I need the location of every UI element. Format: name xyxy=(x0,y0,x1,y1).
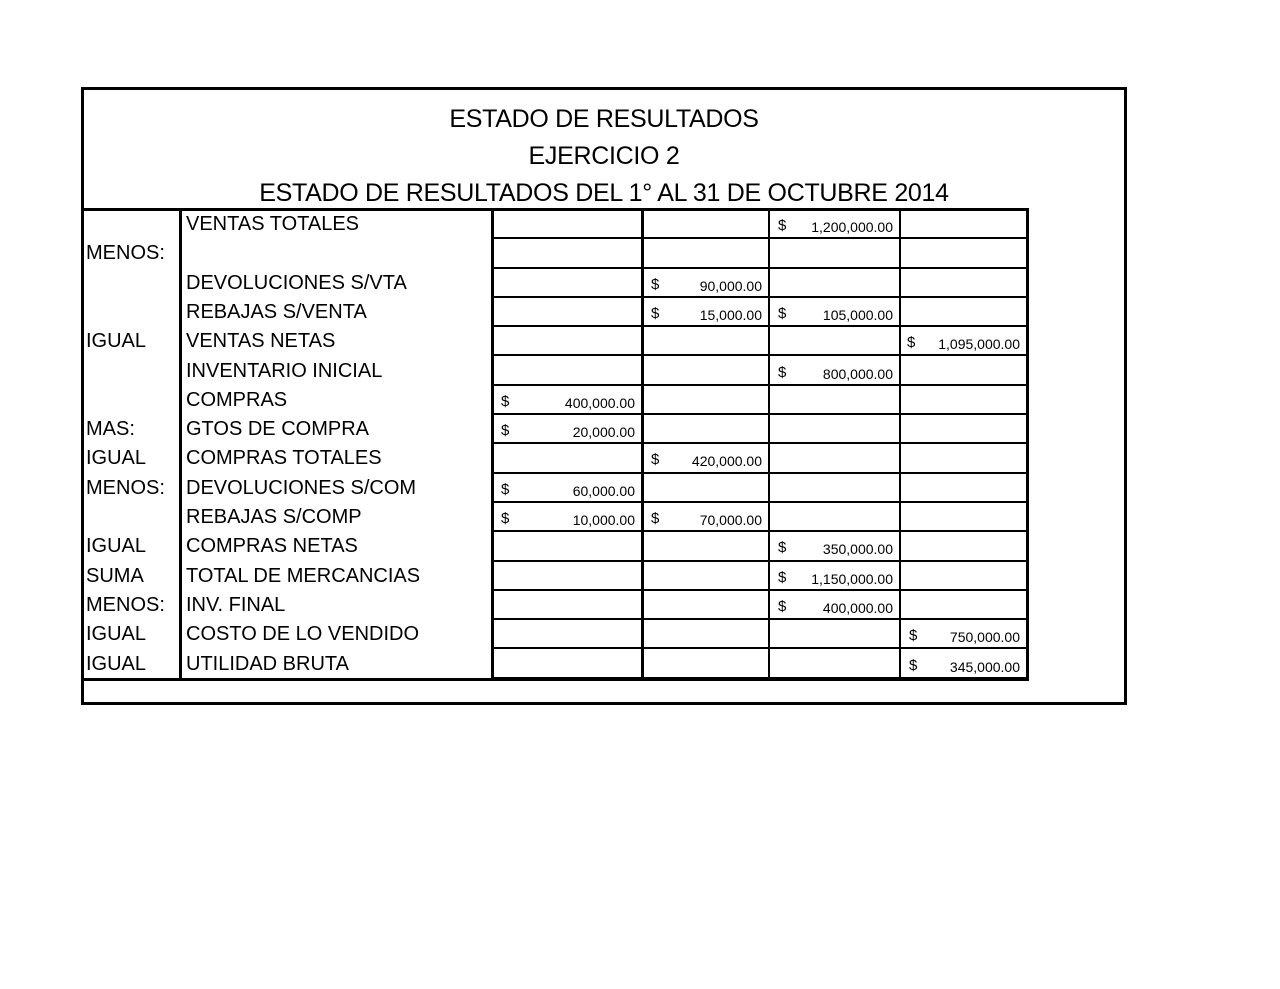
row-operator-label: MENOS: xyxy=(86,593,165,616)
currency-symbol: $ xyxy=(909,656,918,674)
row-description: REBAJAS S/VENTA xyxy=(186,300,367,323)
amount-cell-c2 xyxy=(643,476,768,502)
amount-cell-c4 xyxy=(901,593,1026,619)
table-row xyxy=(84,562,1026,591)
row-operator-label: IGUAL xyxy=(86,623,147,646)
amount-cell-c4 xyxy=(901,652,1026,678)
amount-cell-c2 xyxy=(643,417,768,443)
amount-cell-c3 xyxy=(770,212,899,238)
currency-symbol: $ xyxy=(501,510,510,527)
amount-cell-c3 xyxy=(770,359,899,385)
row-operator-label: IGUAL xyxy=(86,652,147,675)
amount-cell-c1 xyxy=(493,652,641,678)
row-description: INV. FINAL xyxy=(186,593,286,616)
amount-cell-c1 xyxy=(493,564,641,590)
amount-cell-c3 xyxy=(770,476,899,502)
amount-cell-c3 xyxy=(770,417,899,443)
amount-cell-c4 xyxy=(901,534,1026,560)
grid-vline xyxy=(1026,210,1029,679)
amount-value: 800,000.00 xyxy=(822,365,893,382)
amount-cell-c2 xyxy=(643,359,768,385)
amount-cell-c4 xyxy=(901,476,1026,502)
amount-cell-c1 xyxy=(493,329,641,355)
currency-symbol: $ xyxy=(651,304,660,322)
amount-cell-c3 xyxy=(770,564,899,590)
table-row xyxy=(84,386,1026,415)
grid-bottom-line xyxy=(84,678,1029,681)
amount-cell-c2 xyxy=(643,564,768,590)
amount-cell-c3 xyxy=(770,505,899,531)
amount-cell-c3 xyxy=(770,446,899,472)
currency-symbol: $ xyxy=(778,363,787,381)
amount-cell-c4 xyxy=(901,212,1026,238)
amount-cell-c3 xyxy=(770,271,899,297)
amount-value: 105,000.00 xyxy=(822,306,893,323)
period-title: ESTADO DE RESULTADOS DEL 1° AL 31 DE OCTUBRE 2014 xyxy=(259,179,949,207)
row-description: COMPRAS NETAS xyxy=(186,535,358,558)
amount-value: 345,000.00 xyxy=(949,658,1020,675)
row-description: UTILIDAD BRUTA xyxy=(186,652,349,675)
row-operator-label: MENOS: xyxy=(86,242,165,265)
amount-cell-c2 xyxy=(643,388,768,414)
table-row xyxy=(84,591,1026,620)
amount-value: 20,000.00 xyxy=(572,424,635,441)
amount-cell-c2 xyxy=(643,300,768,326)
amount-value: 1,200,000.00 xyxy=(811,219,893,235)
amount-cell-c1 xyxy=(493,241,641,267)
table-row xyxy=(84,503,1026,532)
currency-symbol: $ xyxy=(651,275,660,293)
amount-cell-c1 xyxy=(493,388,641,414)
amount-cell-c1 xyxy=(493,505,641,531)
amount-cell-c3 xyxy=(770,241,899,267)
amount-cell-c1 xyxy=(493,359,641,385)
amount-cell-c4 xyxy=(901,417,1026,443)
table-row xyxy=(84,444,1026,473)
row-description: DEVOLUCIONES S/COM xyxy=(186,476,417,499)
table-row xyxy=(84,650,1026,679)
currency-symbol: $ xyxy=(909,627,918,645)
row-description: DEVOLUCIONES S/VTA xyxy=(186,271,407,294)
amount-cell-c2 xyxy=(643,446,768,472)
row-operator-label: MAS: xyxy=(86,418,135,441)
currency-symbol: $ xyxy=(501,422,510,440)
amount-cell-c4 xyxy=(901,329,1026,355)
row-operator-label: IGUAL xyxy=(86,535,147,558)
table-row xyxy=(84,239,1026,268)
amount-value: 420,000.00 xyxy=(691,453,762,470)
amount-cell-c4 xyxy=(901,359,1026,385)
currency-symbol: $ xyxy=(907,334,916,352)
table-row xyxy=(84,474,1026,503)
amount-cell-c2 xyxy=(643,241,768,267)
row-description: INVENTARIO INICIAL xyxy=(186,359,383,382)
amount-value: 1,095,000.00 xyxy=(938,336,1020,353)
amount-value: 90,000.00 xyxy=(699,277,762,294)
currency-symbol: $ xyxy=(778,568,787,586)
amount-cell-c3 xyxy=(770,329,899,355)
table-row xyxy=(84,298,1026,327)
amount-value: 750,000.00 xyxy=(949,629,1020,646)
amount-cell-c1 xyxy=(493,271,641,297)
currency-symbol: $ xyxy=(501,392,510,410)
table-row xyxy=(84,532,1026,561)
amount-cell-c2 xyxy=(643,593,768,619)
amount-cell-c4 xyxy=(901,271,1026,297)
amount-value: 15,000.00 xyxy=(699,306,762,323)
amount-cell-c2 xyxy=(643,212,768,238)
amount-cell-c1 xyxy=(493,534,641,560)
amount-cell-c1 xyxy=(493,476,641,502)
currency-symbol: $ xyxy=(501,480,510,498)
amount-cell-c4 xyxy=(901,446,1026,472)
amount-cell-c4 xyxy=(901,300,1026,326)
amount-cell-c1 xyxy=(493,622,641,648)
row-description: REBAJAS S/COMP xyxy=(186,506,362,528)
row-description: VENTAS NETAS xyxy=(186,330,336,353)
amount-cell-c4 xyxy=(901,388,1026,414)
row-operator-label: IGUAL xyxy=(86,330,147,353)
amount-value: 350,000.00 xyxy=(822,541,893,558)
row-description: GTOS DE COMPRA xyxy=(186,418,369,441)
amount-cell-c2 xyxy=(643,534,768,560)
currency-symbol: $ xyxy=(778,304,787,322)
currency-symbol: $ xyxy=(778,217,787,234)
row-operator-label: SUMA xyxy=(86,564,144,587)
amount-cell-c4 xyxy=(901,564,1026,590)
amount-cell-c1 xyxy=(493,212,641,238)
currency-symbol: $ xyxy=(778,539,787,557)
amount-cell-c2 xyxy=(643,505,768,531)
amount-value: 70,000.00 xyxy=(699,512,762,528)
amount-cell-c3 xyxy=(770,622,899,648)
table-row xyxy=(84,327,1026,356)
amount-cell-c1 xyxy=(493,417,641,443)
amount-cell-c2 xyxy=(643,652,768,678)
amount-cell-c4 xyxy=(901,622,1026,648)
amount-cell-c3 xyxy=(770,300,899,326)
row-description: COMPRAS TOTALES xyxy=(186,447,382,470)
statement-frame xyxy=(81,87,1127,705)
amount-cell-c4 xyxy=(901,241,1026,267)
table-row xyxy=(84,269,1026,298)
amount-cell-c1 xyxy=(493,446,641,472)
currency-symbol: $ xyxy=(778,597,787,615)
currency-symbol: $ xyxy=(651,451,660,469)
row-operator-label: MENOS: xyxy=(86,476,165,499)
amount-value: 400,000.00 xyxy=(564,394,635,411)
amount-value: 1,150,000.00 xyxy=(811,570,893,587)
amount-cell-c4 xyxy=(901,505,1026,531)
amount-cell-c3 xyxy=(770,593,899,619)
amount-value: 400,000.00 xyxy=(822,599,893,616)
amount-cell-c3 xyxy=(770,388,899,414)
table-row xyxy=(84,415,1026,444)
currency-symbol: $ xyxy=(651,510,660,527)
row-description: TOTAL DE MERCANCIAS xyxy=(186,564,421,587)
amount-cell-c1 xyxy=(493,300,641,326)
table-row xyxy=(84,620,1026,649)
amount-cell-c2 xyxy=(643,329,768,355)
row-description: COSTO DE LO VENDIDO xyxy=(186,623,420,646)
table-row xyxy=(84,210,1026,239)
amount-cell-c2 xyxy=(643,622,768,648)
amount-value: 10,000.00 xyxy=(572,512,635,528)
statement-title: ESTADO DE RESULTADOS xyxy=(449,105,759,133)
exercise-subtitle: EJERCICIO 2 xyxy=(528,142,680,170)
row-description: COMPRAS xyxy=(186,388,288,411)
table-row xyxy=(84,357,1026,386)
row-operator-label: IGUAL xyxy=(86,447,147,470)
row-description: VENTAS TOTALES xyxy=(186,213,360,235)
amount-cell-c1 xyxy=(493,593,641,619)
amount-cell-c3 xyxy=(770,534,899,560)
amount-cell-c2 xyxy=(643,271,768,297)
amount-cell-c3 xyxy=(770,652,899,678)
amount-value: 60,000.00 xyxy=(572,482,635,499)
